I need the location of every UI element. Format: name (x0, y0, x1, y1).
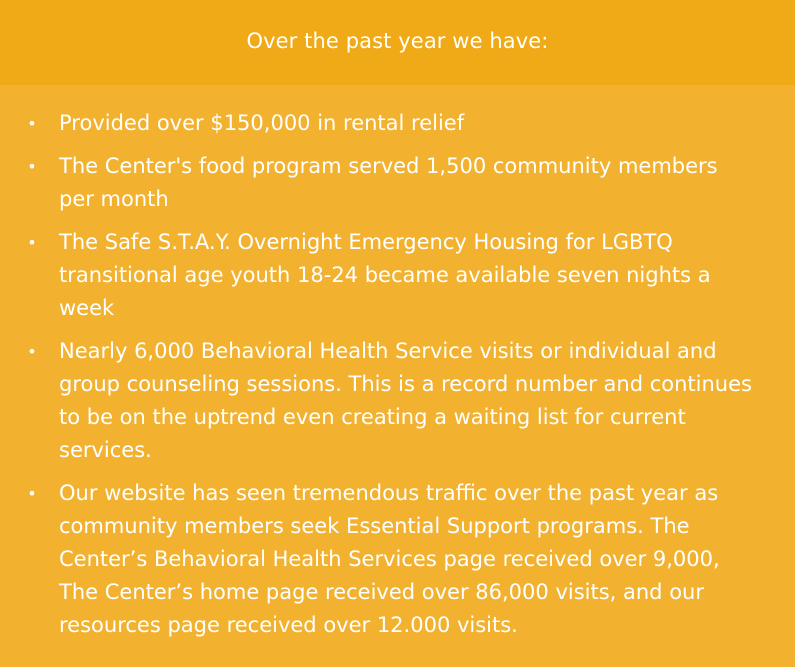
list-item (27, 107, 755, 140)
panel-title: Over the past year we have: (246, 28, 549, 53)
list-item (27, 226, 755, 325)
list-item-text: Our website has seen tremendous traffic over the past year as community members seek Essential Support programs. The Center’s Behavioral Health Services page received over 9,000, The Center’s home page received over 86,000 visits, and our resources page received over 12.000 visits. (59, 481, 720, 637)
bullet-icon: • (27, 233, 37, 252)
list-item-text: Provided over $150,000 in rental relief (59, 111, 465, 135)
bullet-icon: • (27, 157, 37, 176)
bullet-icon: • (27, 484, 37, 503)
list-item-text: The Safe S.T.A.Y. Overnight Emergency Housing for LGBTQ transitional age youth 18-24 became available seven nights a week (59, 230, 711, 320)
list-item (27, 150, 755, 216)
accomplishments-list (0, 85, 795, 642)
list-item (27, 335, 755, 467)
list-item-text: The Center's food program served 1,500 community members per month (59, 154, 718, 211)
panel-header (0, 0, 795, 85)
bullet-icon: • (27, 342, 37, 361)
list-item-text: Nearly 6,000 Behavioral Health Service visits or individual and group counseling sessions. This is a record number and continues to be on the uptrend even creating a waiting list for current services. (59, 339, 752, 462)
list-item (27, 477, 755, 642)
bullet-icon: • (27, 114, 37, 133)
